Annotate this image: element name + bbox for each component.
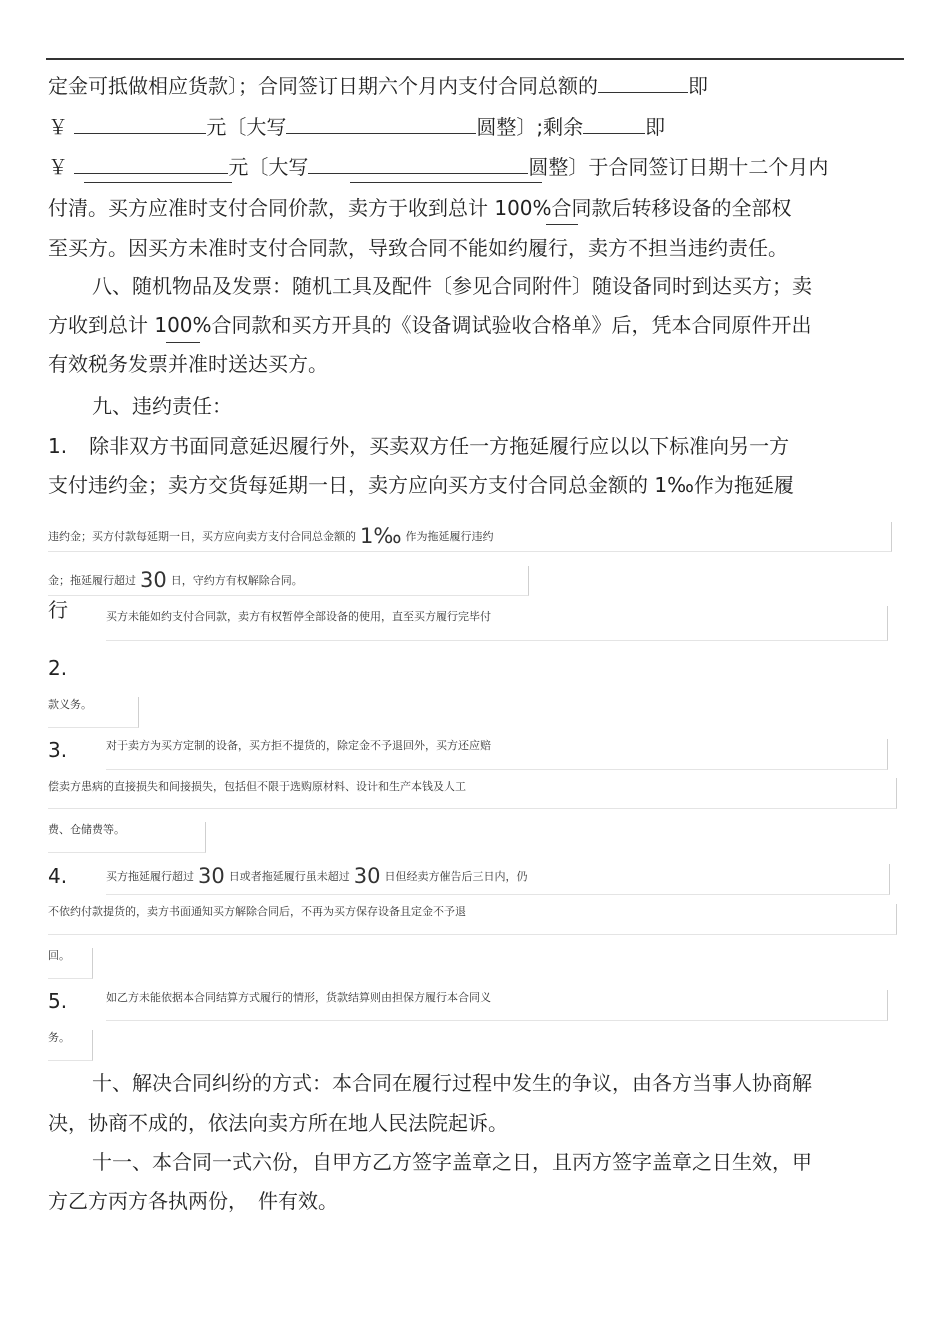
clause-4-line-1 — [106, 864, 528, 888]
clause-3-line-3: 费、仓储费等。 — [48, 823, 125, 836]
clause-1-line-3 — [48, 524, 494, 548]
header-rule — [46, 58, 904, 60]
short-underline — [546, 224, 578, 225]
clause-4-line-2: 不依约付款提货的，卖方书面通知买方解除合同后，不再为买方保存设备且定金不予退 — [48, 905, 466, 918]
clause-2-line-2: 款义务。 — [48, 698, 92, 711]
clause-number-3: 3. — [48, 738, 68, 762]
short-underline — [166, 342, 200, 343]
remaining-blank — [583, 115, 645, 134]
clause-1-text: 除非双方书面同意延迟履行外，买卖双方任一方拖延履行应以以下标准向另一方 — [89, 434, 790, 458]
amount-blank — [74, 115, 206, 134]
clause-4-line-3: 回。 — [48, 949, 70, 962]
payment-text-3a: 元〔大写 — [228, 155, 309, 179]
payment-line-2 — [48, 114, 665, 140]
clause-number-2: 2. — [48, 656, 68, 680]
payment-text-2c: 即 — [645, 115, 666, 139]
clause-1-line-2: 支付违约金；卖方交货每延期一日，卖方应向买方支付合同总金额的 1‰作为拖延履 — [48, 473, 794, 497]
uppercase-amount-blank — [308, 155, 528, 174]
small-text: 买方拖延履行超过 — [106, 870, 194, 883]
clause-3-line-2: 偿卖方患病的直接损失和间接损失，包括但不限于选购原材料、设计和生产本钱及人工 — [48, 780, 466, 793]
section-11-line-1: 十一、本合同一式六份，自甲方乙方签字盖章之日，且丙方签字盖章之日生效，甲 — [92, 1150, 812, 1174]
payment-text-3b: 圆整〕于合同签订日期十二个月内 — [528, 155, 829, 179]
small-text: 日或者拖延履行虽未超过 — [228, 870, 350, 883]
double-underline — [84, 182, 232, 183]
section-10-line-2: 决，协商不成的，依法向卖方所在地人民法院起诉。 — [48, 1111, 508, 1135]
payment-line-4: 付清。买方应准时支付合同价款，卖方于收到总计 100%合同款后转移设备的全部权 — [48, 196, 792, 220]
payment-line-5: 至买方。因买方未准时支付合同款，导致合同不能如约履行，卖方不担当违约责任。 — [48, 236, 788, 260]
small-text: 作为拖延履行违约 — [405, 530, 494, 543]
days-value: 30 — [198, 864, 225, 888]
clause-3-line-1: 对于卖方为买方定制的设备，买方拒不提货的，除定金不予退回外，买方还应赔 — [106, 739, 491, 752]
clause-number-5: 5. — [48, 989, 68, 1013]
clause-number: 1. — [48, 434, 68, 458]
clause-2-line-1: 买方未能如约支付合同款，卖方有权暂停全部设备的使用，直至买方履行完毕付 — [106, 610, 491, 623]
section-8-line-2: 方收到总计 100%合同款和买方开具的《设备调试验收合格单》后，凭本合同原件开出 — [48, 313, 812, 337]
hang-text: 行 — [48, 598, 68, 622]
small-text: 违约金；买方付款每延期一日，买方应向卖方支付合同总金额的 — [48, 530, 356, 543]
section-8-line-1: 八、随机物品及发票：随机工具及配件〔参见合同附件〕随设备同时到达买方；卖 — [92, 274, 812, 298]
small-text: 日，守约方有权解除合同。 — [170, 574, 303, 587]
days-value: 30 — [140, 568, 167, 592]
clause-number-4: 4. — [48, 864, 68, 888]
small-text: 日但经卖方催告后三日内，仍 — [384, 870, 528, 883]
section-9-heading: 九、违约责任： — [92, 394, 232, 418]
section-10-line-1: 十、解决合同纠纷的方式：本合同在履行过程中发生的争议，由各方当事人协商解 — [92, 1071, 812, 1095]
clause-1-line-4 — [48, 568, 303, 592]
payment-text-2b: 圆整〕;剩余 — [476, 115, 584, 139]
double-underline — [350, 182, 542, 183]
payment-text-2a: 元〔大写 — [206, 115, 287, 139]
payment-line-1 — [48, 73, 708, 99]
amount-blank — [598, 74, 688, 93]
permille-value: 1‰ — [360, 524, 402, 548]
payment-text-1b: 即 — [688, 74, 708, 98]
yen-sign: ￥ — [48, 155, 68, 179]
section-8-line-3: 有效税务发票并准时送达买方。 — [48, 352, 328, 376]
uppercase-amount-blank — [286, 115, 476, 134]
days-value: 30 — [353, 864, 381, 888]
clause-5-line-2: 务。 — [48, 1031, 70, 1044]
payment-line-3 — [48, 154, 828, 180]
payment-text-1: 定金可抵做相应货款〕；合同签订日期六个月内支付合同总额的 — [48, 74, 598, 98]
amount-blank — [74, 155, 228, 174]
clause-1-line-1 — [48, 433, 789, 459]
small-text: 金；拖延履行超过 — [48, 574, 136, 587]
yen-sign: ￥ — [48, 115, 68, 139]
clause-5-line-1: 如乙方未能依据本合同结算方式履行的情形，货款结算则由担保方履行本合同义 — [106, 991, 491, 1004]
section-11-line-2: 方乙方丙方各执两份， 件有效。 — [48, 1189, 338, 1213]
